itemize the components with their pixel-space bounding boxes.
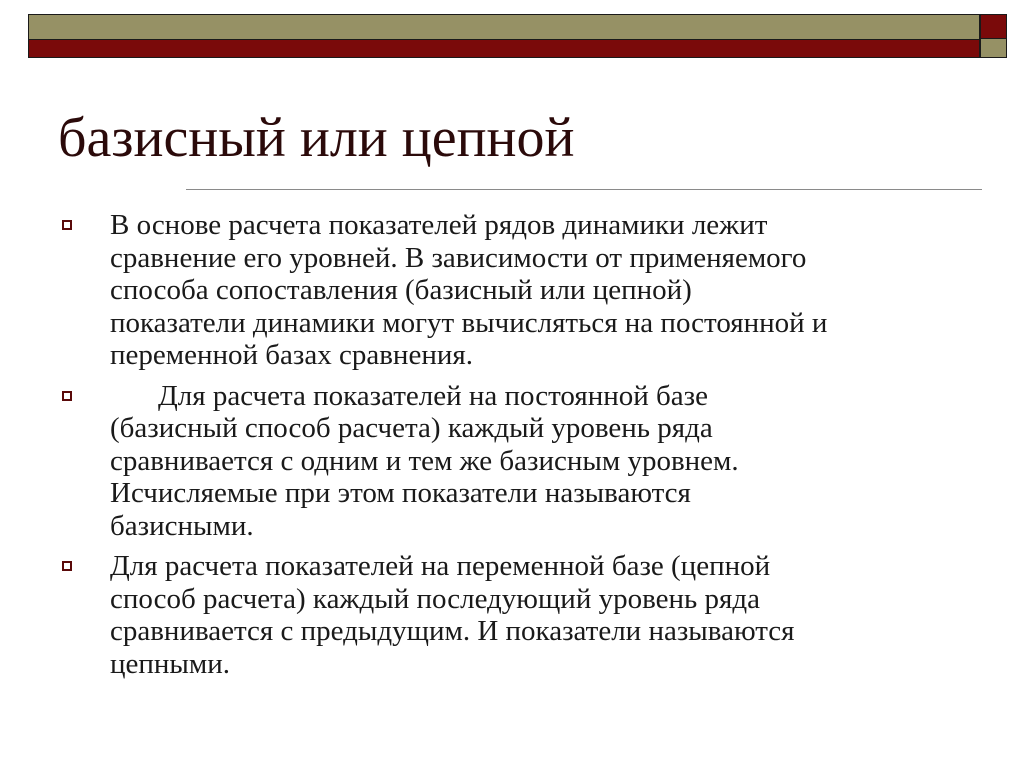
bullet-item — [62, 550, 962, 680]
bullet-text — [110, 209, 960, 372]
bullet-text — [110, 550, 960, 680]
text-line: цепными. — [110, 647, 231, 680]
text-line: (базисный способ расчета) каждый уровень ряда — [110, 412, 713, 444]
text-line: способа сопоставления (базисный или цепной) — [110, 274, 692, 306]
square-bullet-icon — [62, 391, 72, 401]
text-line: способ расчета) каждый последующий уровень ряда — [110, 582, 760, 615]
text-line: показатели динамики могут вычисляться на постоянной и — [110, 306, 828, 339]
bullet-item — [62, 380, 962, 543]
text-line-content: Для расчета показателей на постоянной базе — [158, 379, 708, 412]
bullet-item — [62, 209, 962, 372]
banner-red-stripe — [29, 40, 979, 57]
bullet-list — [62, 209, 962, 688]
title-divider — [186, 189, 982, 190]
corner-square-red — [980, 14, 1007, 39]
square-bullet-icon — [62, 220, 72, 230]
text-line: базисными. — [110, 509, 254, 542]
text-line: переменной базах сравнения. — [110, 339, 473, 371]
text-line — [110, 380, 960, 413]
bullet-text — [110, 380, 960, 543]
corner-square-olive — [980, 38, 1007, 58]
text-line: В основе расчета показателей рядов динамики лежит — [110, 209, 768, 241]
text-line: сравнивается с одним и тем же базисным уровнем. — [110, 444, 739, 477]
text-line: Для расчета показателей на переменной базе (цепной — [110, 550, 771, 582]
text-line: сравнение его уровней. В зависимости от применяемого — [110, 241, 807, 274]
square-bullet-icon — [62, 561, 72, 571]
text-line: сравнивается с предыдущим. И показатели называются — [110, 615, 795, 647]
slide-title: базисный или цепной — [58, 107, 575, 169]
banner-olive-stripe — [29, 15, 979, 40]
top-banner — [28, 14, 980, 58]
text-line: Исчисляемые при этом показатели называются — [110, 477, 691, 509]
